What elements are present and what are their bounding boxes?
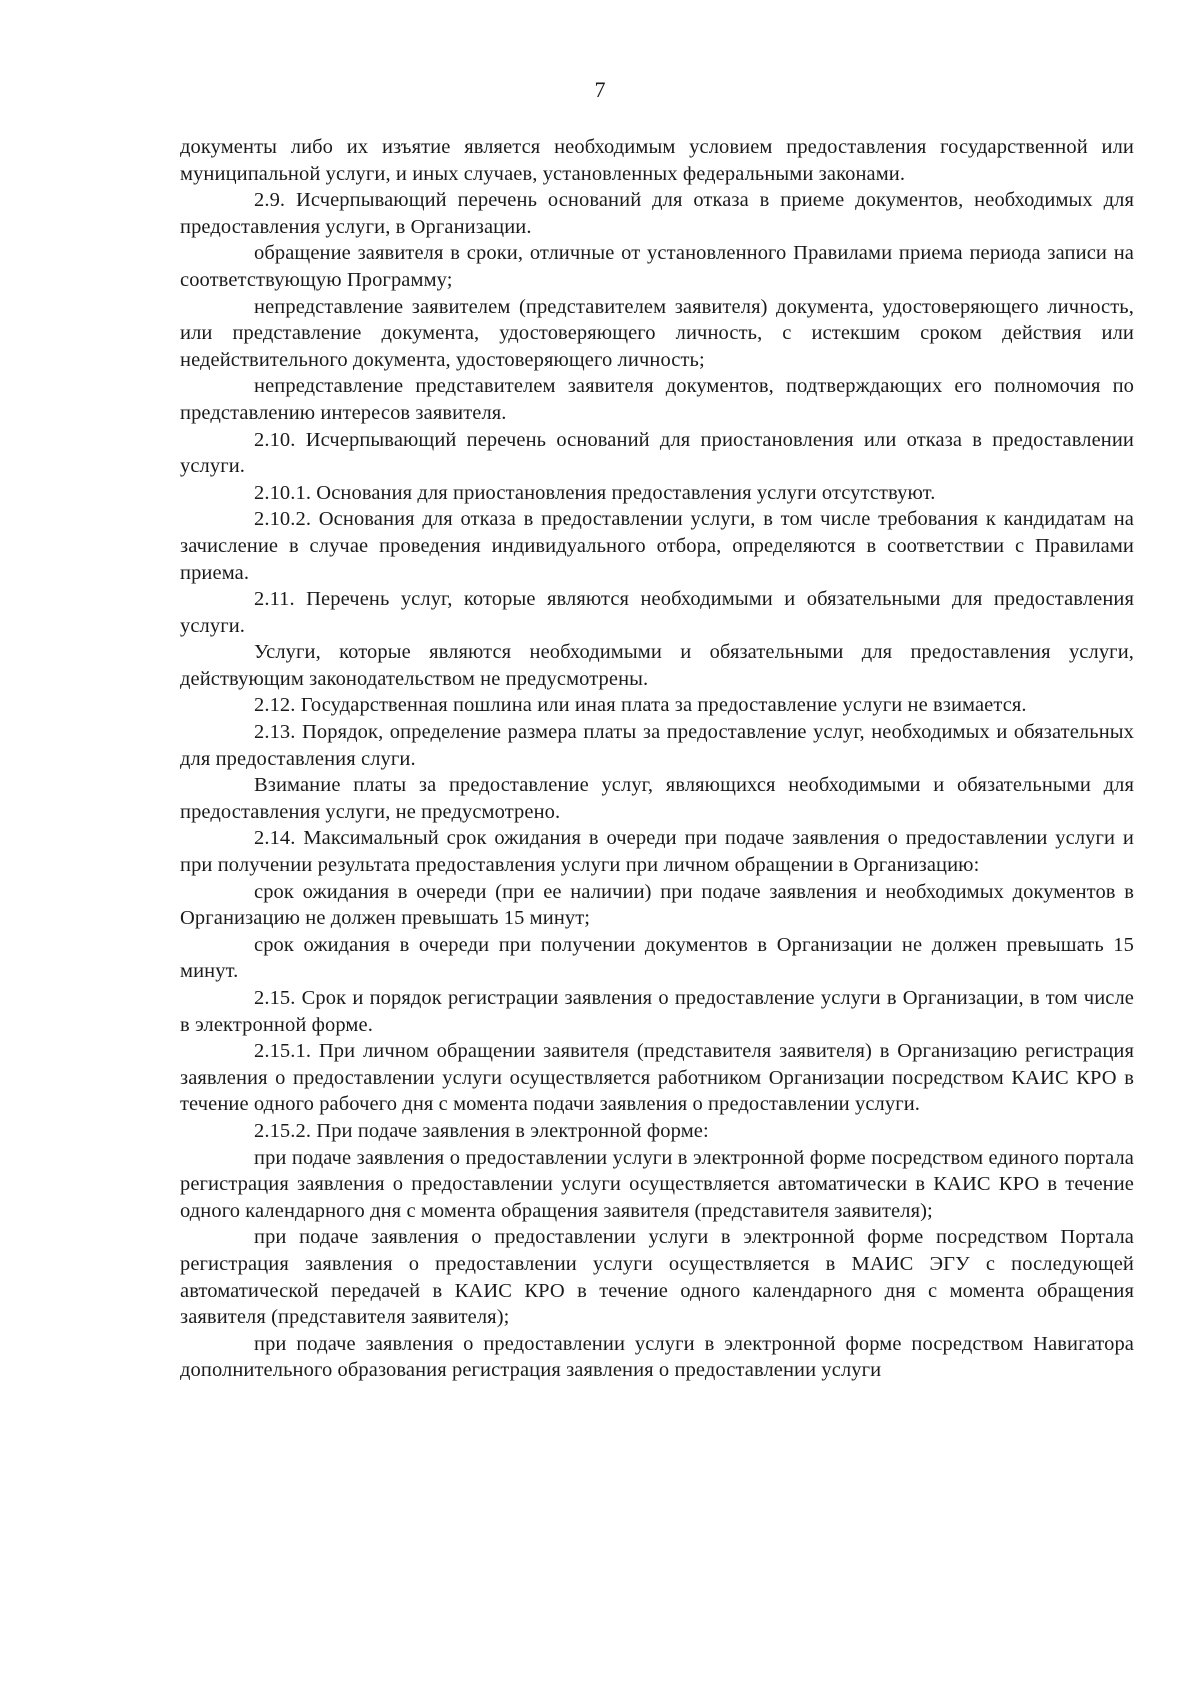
paragraph: 2.15.1. При личном обращении заявителя (представителя заявителя) в Организацию регистрация заявления о предоставлении услуги осуществляется работником Организации посредством КАИС КРО в течение одного рабочего дня с момента подачи заявления о предоставлении услуги.: [180, 1040, 1134, 1116]
paragraph: документы либо их изъятие является необходимым условием предоставления государственной или муниципальной услуги, и иных случаев, установленных федеральными законами.: [180, 136, 1134, 185]
paragraph: обращение заявителя в сроки, отличные от установленного Правилами приема периода записи на соответствующую Программу;: [180, 242, 1134, 291]
paragraph: 2.12. Государственная пошлина или иная плата за предоставление услуги не взимается.: [254, 694, 1027, 717]
paragraph: 2.13. Порядок, определение размера платы за предоставление услуг, необходимых и обязательных для предоставления слуги.: [180, 721, 1134, 770]
paragraph: при подаче заявления о предоставлении услуги в электронной форме посредством Портала регистрация заявления о предоставлении услуги осуществляется в МАИС ЭГУ с последующей автоматической передачей в КАИС КРО в течение одного календарного дня с момента обращения заявителя (представителя заявителя);: [180, 1226, 1134, 1329]
paragraph: срок ожидания в очереди (при ее наличии) при подаче заявления и необходимых документов в Организацию не должен превышать 15 минут;: [180, 880, 1134, 930]
paragraph: Услуги, которые являются необходимыми и обязательными для предоставления услуги, действующим законодательством не предусмотрены.: [180, 641, 1134, 690]
paragraph: 2.9. Исчерпывающий перечень оснований для отказа в приеме документов, необходимых для предоставления услуги, в Организации.: [180, 189, 1134, 238]
paragraph: непредставление заявителем (представителем заявителя) документа, удостоверяющего личность, или представление документа, удостоверяющего личность, с истекшим сроком действия или недействительного документа, удостоверяющего личность;: [180, 295, 1134, 371]
paragraph: при подаче заявления о предоставлении услуги в электронной форме посредством единого портала регистрация заявления о предоставлении услуги осуществляется автоматически в КАИС КРО в течение одного календарного дня с момента обращения заявителя (представителя заявителя);: [180, 1146, 1134, 1222]
paragraph: 2.14. Максимальный срок ожидания в очереди при подаче заявления о предоставлении услуги и при получении результата предоставления услуги при личном обращении в Организацию:: [180, 827, 1134, 877]
paragraph: 2.10. Исчерпывающий перечень оснований для приостановления или отказа в предоставлении услуги.: [180, 428, 1134, 478]
paragraph: 2.10.1. Основания для приостановления предоставления услуги отсутствуют.: [254, 481, 936, 504]
paragraph: Взимание платы за предоставление услуг, являющихся необходимыми и обязательными для предоставления услуги, не предусмотрено.: [180, 774, 1134, 823]
page-number: 7: [594, 77, 606, 102]
paragraph: 2.10.2. Основания для отказа в предоставлении услуги, в том числе требования к кандидатам на зачисление в случае проведения индивидуального отбора, определяются в соответствии с Правилами приема.: [180, 508, 1134, 584]
paragraph: 2.15.2. При подаче заявления в электронной форме:: [254, 1119, 709, 1142]
paragraph: непредставление представителем заявителя документов, подтверждающих его полномочия по представлению интересов заявителя.: [180, 375, 1134, 424]
paragraph: 2.11. Перечень услуг, которые являются необходимыми и обязательными для предоставления услуги.: [180, 588, 1134, 637]
document-body: [180, 134, 1134, 1384]
paragraph: 2.15. Срок и порядок регистрации заявления о предоставление услуги в Организации, в том числе в электронной форме.: [180, 987, 1134, 1036]
paragraph: срок ожидания в очереди при получении документов в Организации не должен превышать 15 минут.: [180, 933, 1134, 983]
paragraph: при подаче заявления о предоставлении услуги в электронной форме посредством Навигатора дополнительного образования регистрация заявления о предоставлении услуги: [180, 1332, 1134, 1382]
